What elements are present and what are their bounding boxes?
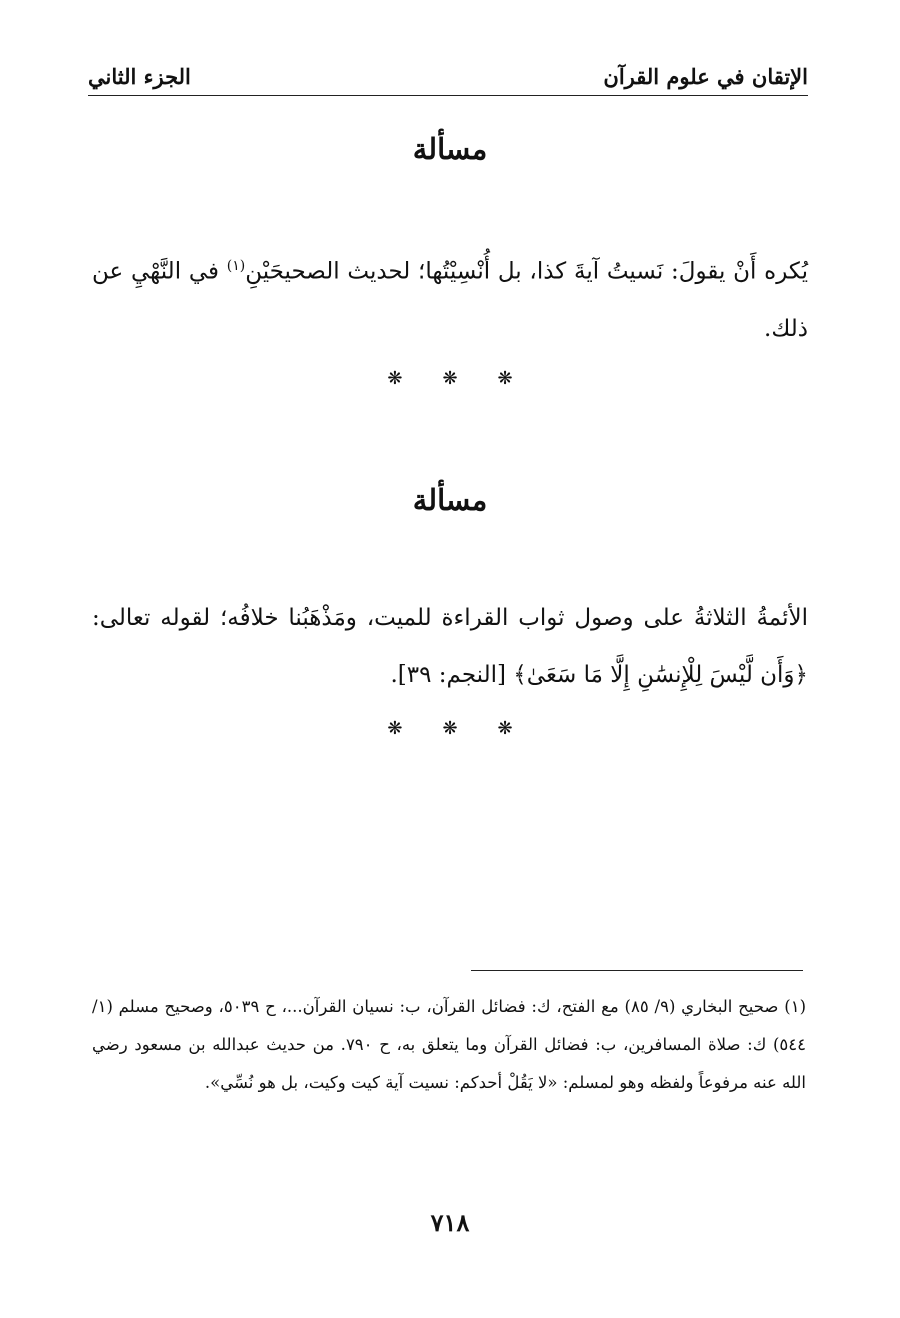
footnote-divider: [471, 970, 803, 971]
separator-star: ❋: [497, 718, 513, 739]
book-title: الإتقان في علوم القرآن: [603, 64, 808, 89]
running-header: [88, 52, 808, 96]
section-1-paragraph: [92, 238, 808, 358]
volume-label: الجزء الثاني: [88, 64, 191, 89]
page-number: ٧١٨: [430, 1208, 470, 1237]
quran-verse: ﴿وَأَن لَّيْسَ لِلْإِنسَٰنِ إِلَّا مَا سَعَىٰ﴾: [513, 662, 808, 688]
section-2-paragraph: [92, 590, 808, 704]
section-2-heading: مسألة: [412, 483, 488, 517]
section-1-heading: مسألة: [412, 132, 488, 166]
section-separator-2: [0, 718, 900, 739]
separator-star: ❋: [442, 718, 458, 739]
separator-star: ❋: [387, 368, 403, 389]
footnote-reference[interactable]: (١): [226, 258, 246, 274]
separator-star: ❋: [497, 368, 513, 389]
verse-reference: [النجم: ٣٩].: [390, 662, 506, 688]
separator-star: ❋: [442, 368, 458, 389]
separator-star: ❋: [387, 718, 403, 739]
section-separator-1: [0, 368, 900, 389]
section-1-text-end: في النَّهْيِ عن ذلك.: [92, 258, 808, 342]
section-2-text: الأئمةُ الثلاثةُ على وصول ثواب القراءة للميت، ومَذْهَبُنا خلافُه؛ لقوله تعالى:: [92, 605, 808, 631]
section-1-text: يُكره أَنْ يقولَ: نَسيتُ آيةَ كذا، بل أُنْسِيْتُها؛ لحديث الصحيحَيْنِ: [245, 258, 808, 285]
footnote-text: (١) صحيح البخاري (٩/ ٨٥) مع الفتح، ك: فضائل القرآن، ب: نسيان القرآن...، ح ٥٠٣٩، وصحيح مسلم (١/ ٥٤٤) ك: صلاة المسافرين، ب: فضائل القرآن وما يتعلق به، ح ٧٩٠. من حديث عبدالله بن مسعود رضي الله عنه مرفوعاً ولفظه وهو لمسلم: «لا يَقُلْ أحدكم: نسيت آية كيت وكيت، بل هو نُسِّي».: [92, 997, 807, 1092]
